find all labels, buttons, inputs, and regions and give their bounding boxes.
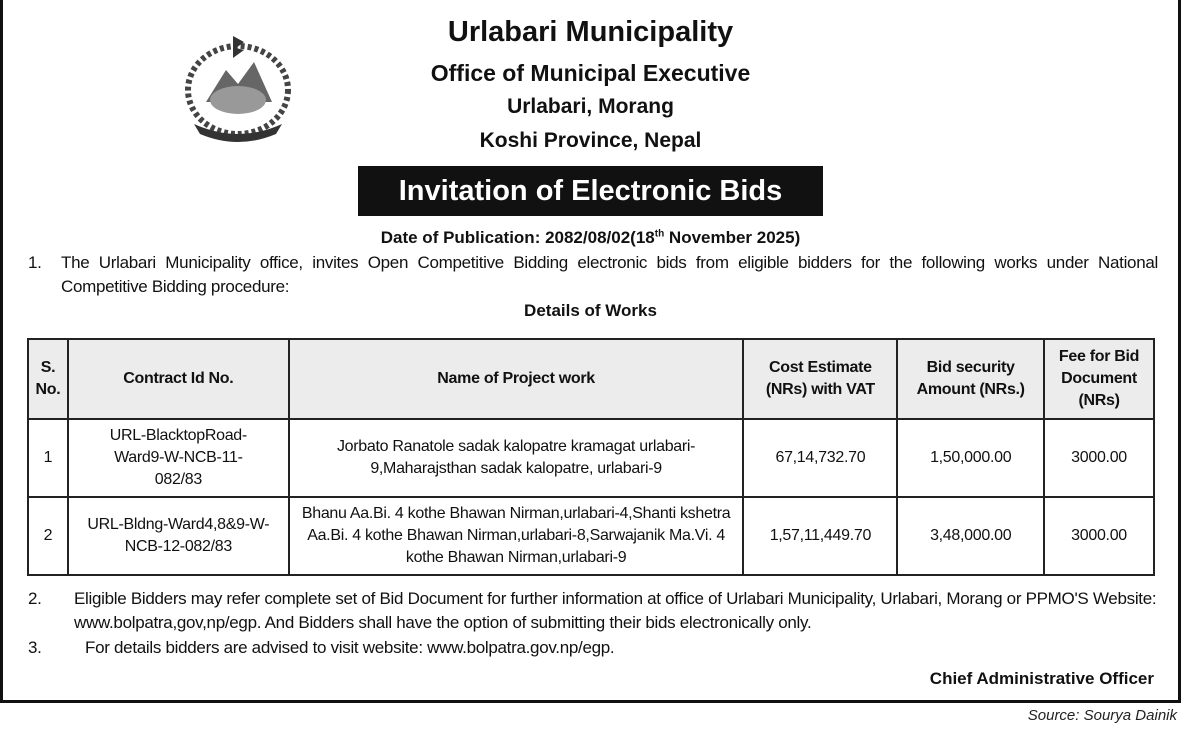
cell-contract-id: URL-Bldng-Ward4,8&9-W-NCB-12-082/83 — [68, 497, 289, 575]
location: Urlabari, Morang — [507, 95, 674, 118]
point-3: 3. For details bidders are advised to visit website: www.bolpatra.gov.np/egp. — [28, 638, 615, 657]
cell-sno: 2 — [28, 497, 68, 575]
table-row — [28, 497, 1154, 575]
source-credit: Source: Sourya Dainik — [1027, 707, 1177, 724]
header-contract-id: Contract Id No. — [68, 339, 289, 419]
point-1: 1. The Urlabari Municipality office, invites Open Competitive Bidding electronic bids from eligible bidders for the following works under National Competitive Bidding procedure: — [28, 253, 1158, 296]
cell-bid-security: 1,50,000.00 — [897, 419, 1044, 497]
cell-cost: 67,14,732.70 — [743, 419, 897, 497]
header-project: Name of Project work — [289, 339, 744, 419]
office-name: Office of Municipal Executive — [430, 60, 751, 86]
table-header-row — [28, 339, 1154, 419]
header-bid-security: Bid security Amount (NRs.) — [897, 339, 1044, 419]
cell-contract-id: URL-BlacktopRoad-Ward9-W-NCB-11-082/83 — [68, 419, 289, 497]
notice-title: Invitation of Electronic Bids — [358, 166, 823, 216]
header-cost: Cost Estimate (NRs) with VAT — [743, 339, 897, 419]
table-row — [28, 419, 1154, 497]
publication-date: Date of Publication: 2082/08/02(18th November 2025) — [380, 228, 801, 247]
cell-fee: 3000.00 — [1044, 419, 1154, 497]
cell-project: Bhanu Aa.Bi. 4 kothe Bhawan Nirman,urlabari-4,Shanti kshetra Aa.Bi. 4 kothe Bhawan Nirman,urlabari-8,Sarwajanik Ma.Vi. 4 kothe Bhawan Nirman,urlabari-9 — [289, 497, 744, 575]
cell-bid-security: 3,48,000.00 — [897, 497, 1044, 575]
province: Koshi Province, Nepal — [479, 129, 702, 152]
header-fee: Fee for Bid Document (NRs) — [1044, 339, 1154, 419]
works-table — [27, 338, 1155, 576]
municipality-name: Urlabari Municipality — [447, 16, 734, 48]
signatory: Chief Administrative Officer — [929, 669, 1154, 688]
cell-sno: 1 — [28, 419, 68, 497]
header-sno: S. No. — [28, 339, 68, 419]
details-heading: Details of Works — [524, 301, 657, 320]
point-2: 2. Eligible Bidders may refer complete set of Bid Document for further information at office of Urlabari Municipality, Urlabari, Morang or PPMO'S Website: www.bolpatra,gov,np/egp. And Bidders shall have the option of submitting their bids electronically only. — [28, 589, 1157, 632]
cell-fee: 3000.00 — [1044, 497, 1154, 575]
cell-project: Jorbato Ranatole sadak kalopatre kramagat urlabari-9,Maharajsthan sadak kalopatre, urlabari-9 — [289, 419, 744, 497]
cell-cost: 1,57,11,449.70 — [743, 497, 897, 575]
